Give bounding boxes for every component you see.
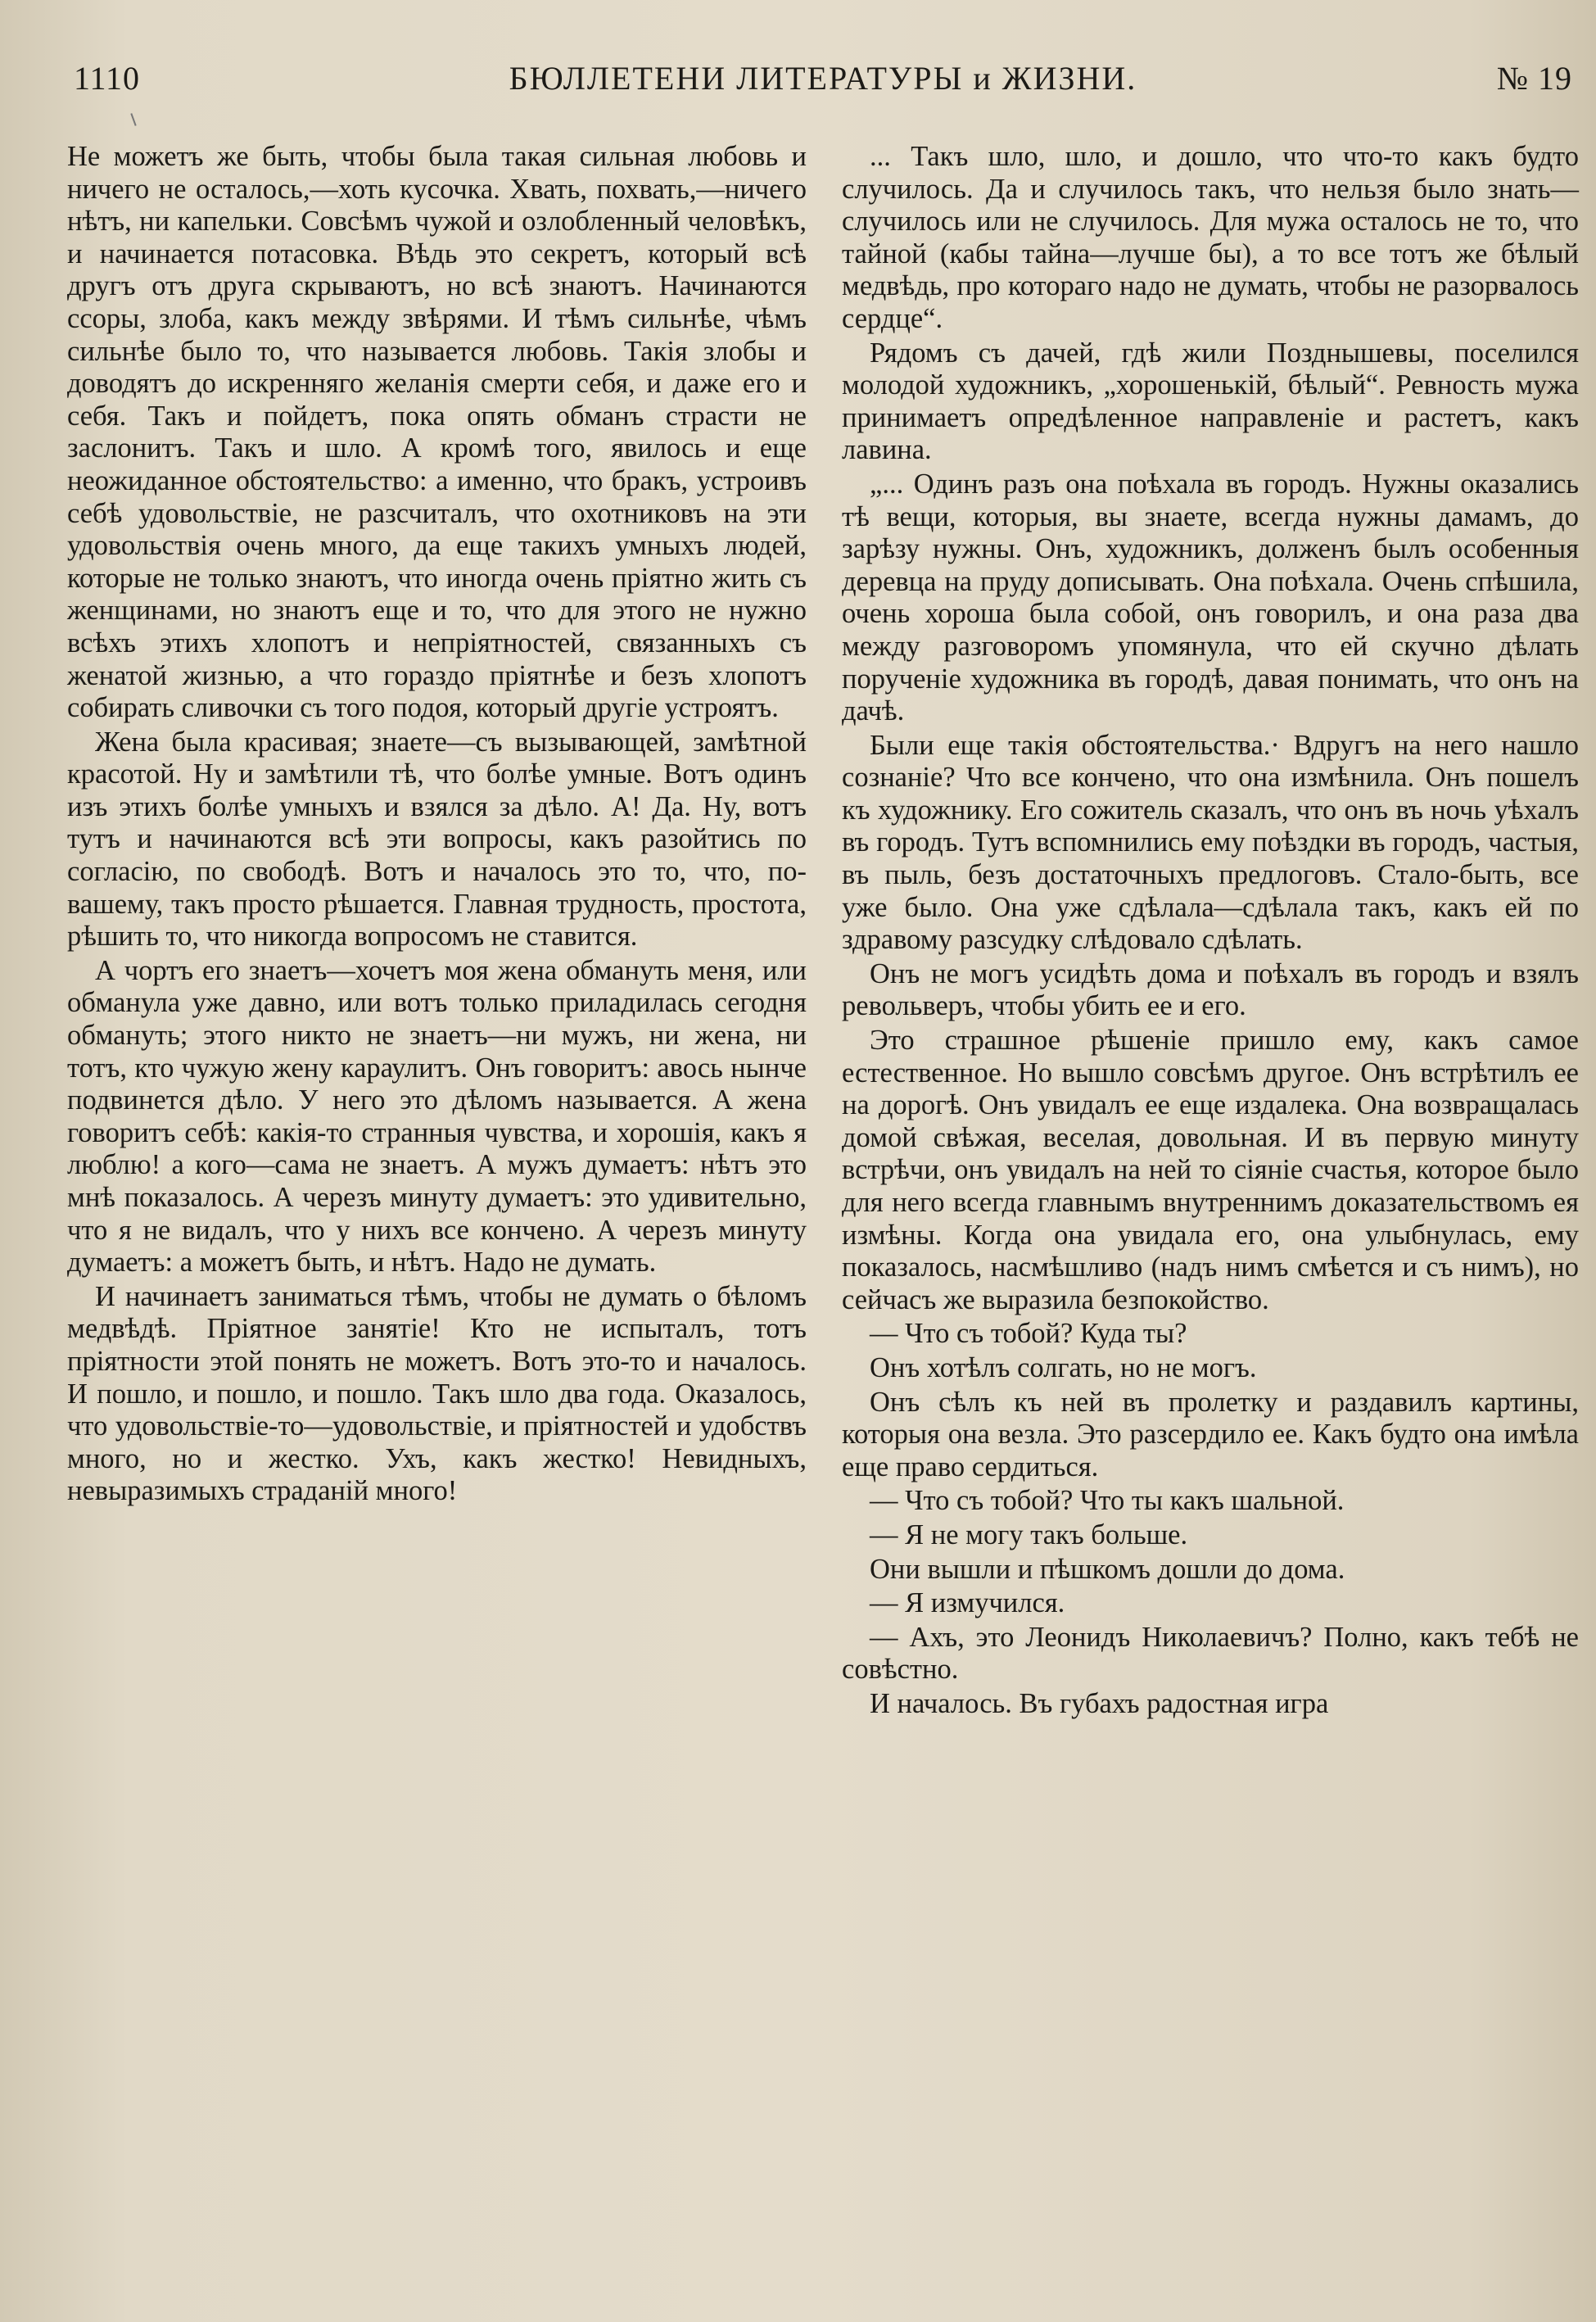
page-header: [74, 59, 1572, 108]
dialogue-line: — Ахъ, это Леонидъ Николаевичъ? Полно, какъ тебѣ не совѣстно.: [842, 1621, 1579, 1686]
stray-mark: [130, 113, 136, 126]
paragraph: Были еще такія обстоятельства.· Вдругъ на него нашло сознаніе? Что все кончено, что она измѣнила. Онъ пошелъ къ художнику. Его сожитель сказалъ, что онъ въ ночь уѣхалъ въ городъ. Тутъ вспомнились ему поѣздки въ городъ, частыя, въ пыль, безъ достаточныхъ предлоговъ. Стало-быть, все уже было. Она уже сдѣлала—сдѣлала такъ, какъ ей по здравому разсудку слѣдовало сдѣлать.: [842, 729, 1579, 956]
paragraph: И начинаетъ заниматься тѣмъ, чтобы не думать о бѣломъ медвѣдѣ. Пріятное занятіе! Кто не испыталъ, тотъ пріятности этой понять не можетъ. Вотъ это-то и началось. И пошло, и пошло, и пошло. Такъ шло два года. Оказалось, что удовольствіе-то—удовольствіе, и пріятностей и удобствъ много, но и жестко. Ухъ, какъ жестко! Невидныхъ, невыразимыхъ страданій много!: [67, 1280, 807, 1507]
page-number: 1110: [74, 60, 141, 97]
issue-number: № 19: [1496, 60, 1572, 97]
left-column: [67, 141, 807, 2303]
paragraph: Они вышли и пѣшкомъ дошли до дома.: [870, 1553, 1345, 1585]
paragraph: „... Одинъ разъ она поѣхала въ городъ. Нужны оказались тѣ вещи, которыя, вы знаете, всегда нужны дамамъ, до зарѣзу нужны. Онъ, художникъ, долженъ былъ особенныя деревца на пруду дописывать. Она поѣхала. Очень спѣшила, очень хороша была собой, онъ говорилъ, и она раза два между разговоромъ упомянула, что ей скучно дѣлать порученіе художника въ городѣ, давая понимать, что онъ на дачѣ.: [842, 468, 1579, 727]
right-column: [842, 141, 1579, 2303]
running-title: БЮЛЛЕТЕНИ ЛИТЕРАТУРЫ и ЖИЗНИ.: [509, 60, 1137, 97]
dialogue-line: — Что съ тобой? Что ты какъ шальной.: [870, 1485, 1345, 1517]
paragraph: Не можетъ же быть, чтобы была такая сильная любовь и ничего не осталось,—хоть кусочка. Хвать, похвать,—ничего нѣтъ, ни капельки. Совсѣмъ чужой и озлобленный человѣкъ, и начинается потасовка. Вѣдь это секретъ, который всѣ другъ отъ друга скрываютъ, но всѣ знаютъ. Начинаются ссоры, злоба, какъ между звѣрями. И тѣмъ сильнѣе, чѣмъ сильнѣе было то, что называется любовь. Такія злобы и доводятъ до искренняго желанія смерти себя, и даже его и себя. Такъ и пойдетъ, пока опять обманъ страсти не заслонитъ. Такъ и шло. А кромѣ того, явилось и еще неожиданное обстоятельство: а именно, что бракъ, устроивъ себѣ удовольствіе, не разсчиталъ, что охотниковъ на эти удовольствія очень много, да еще такихъ умныхъ людей, которые не только знаютъ, что иногда очень пріятно жить съ женщинами, но знаютъ еще и то, что для этого не нужно всѣхъ этихъ хлопотъ и непріятностей, связанныхъ съ женатой жизнью, а что гораздо пріятнѣе и безъ хлопотъ собирать сливочки съ того подоя, который другіе устроятъ.: [67, 141, 807, 724]
dialogue-line: — Я измучился.: [870, 1587, 1065, 1619]
dialogue-line: — Я не могу такъ больше.: [870, 1519, 1188, 1550]
paragraph: Это страшное рѣшеніе пришло ему, какъ самое естественное. Но вышло совсѣмъ другое. Онъ встрѣтилъ ее на дорогѣ. Онъ увидалъ ее еще издалека. Она возвращалась домой свѣжая, веселая, довольная. И въ первую минуту встрѣчи, онъ увидалъ на ней то сіяніе счастья, которое было для него всегда главнымъ внутреннимъ доказательствомъ ея измѣны. Когда она увидала его, она улыбнулась, ему показалось, насмѣшливо (надъ нимъ смѣется и съ нимъ), но сейчасъ же выразила безпокойство.: [842, 1025, 1579, 1315]
paragraph: Жена была красивая; знаете—съ вызывающей, замѣтной красотой. Ну и замѣтили тѣ, что болѣе умные. Вотъ одинъ изъ этихъ болѣе умныхъ и взялся за дѣло. А! Да. Ну, вотъ тутъ и начинаются всѣ эти вопросы, какъ разойтись по согласію, по свободѣ. Вотъ и началось это то, что, по-вашему, такъ просто рѣшается. Главная трудность, простота, рѣшить то, что никогда вопросомъ не ставится.: [67, 726, 807, 953]
paragraph: Онъ сѣлъ къ ней въ пролетку и раздавилъ картины, которыя она везла. Это разсердило ее. Какъ будто она имѣла еще право сердиться.: [842, 1386, 1579, 1482]
paragraph: Рядомъ съ дачей, гдѣ жили Позднышевы, поселился молодой художникъ, „хорошенькій, бѣлый“. Ревность мужа принимаетъ опредѣленное направленіе и растетъ, какъ лавина.: [842, 337, 1579, 466]
paragraph: И началось. Въ губахъ радостная игра: [870, 1687, 1329, 1719]
paragraph: ... Такъ шло, шло, и дошло, что что-то какъ будто случилось. Да и случилось такъ, что нельзя было знать—случилось или не случилось. Для мужа осталось не то, что тайной (кабы тайна—лучше бы), а то все тотъ же бѣлый медвѣдь, про котораго надо не думать, чтобы не разорвалось сердце“.: [842, 141, 1579, 334]
paragraph: Онъ не могъ усидѣть дома и поѣхалъ въ городъ и взялъ револьверъ, чтобы убить ее и его.: [842, 957, 1579, 1022]
paragraph: А чортъ его знаетъ—хочетъ моя жена обмануть меня, или обманула уже давно, или вотъ только приладилась сегодня обмануть; этого никто не знаетъ—ни мужъ, ни жена, ни тотъ, кто чужую жену караулитъ. Онъ говоритъ: авось нынче подвинется дѣло. У него это дѣломъ называется. А жена говоритъ себѣ: какія-то странныя чувства, и хорошія, какъ я люблю! а кого—сама не знаетъ. А мужъ думаетъ: нѣтъ это мнѣ показалось. А черезъ минуту думаетъ: это удивительно, что я не видалъ, что у нихъ все кончено. А черезъ минуту думаетъ: а можетъ быть, и нѣтъ. Надо не думать.: [67, 954, 807, 1279]
dialogue-line: — Что съ тобой? Куда ты?: [870, 1318, 1187, 1350]
paragraph: Онъ хотѣлъ солгать, но не могъ.: [870, 1351, 1257, 1383]
